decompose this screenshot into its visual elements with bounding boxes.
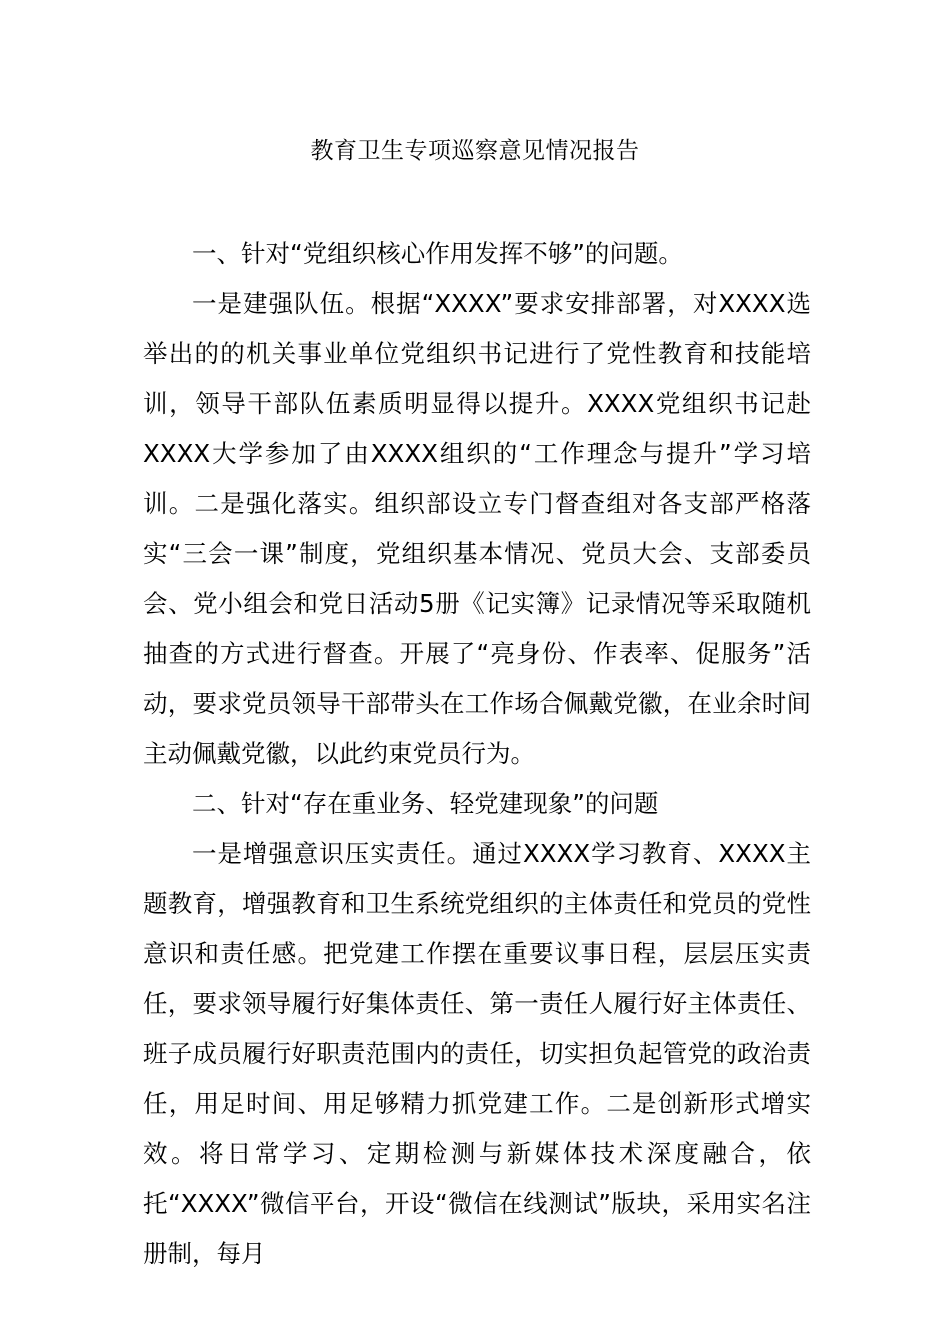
document-title: 教育卫生专项巡察意见情况报告 <box>310 138 640 164</box>
section-heading-1: 一、针对“党组织核心作用发挥不够”的问题。 <box>192 239 683 268</box>
paragraph-responsibility: 一是增强意识压实责任。通过XXXX学习教育、XXXX主题教育，增强教育和卫生系统党组织的主体责任和党员的党性意识和责任感。把党建工作摆在重要议事日程，层层压实责任，要求领导履行好集体责任、第一责任人履行好主体责任、班子成员履行好职责范围内的责任，切实担负起管党的政治责任，用足时间、用足够精力抓党建工作。二是创新形式增实效。将日常学习、定期检测与新媒体技术深度融合，依托“XXXX”微信平台，开设“微信在线测试”版块，采用实名注册制，每月 <box>143 839 811 1268</box>
document-body <box>143 229 811 1279</box>
paragraph-team-building: 一是建强队伍。根据“XXXX”要求安排部署，对XXXX选举出的的机关事业单位党组织书记进行了党性教育和技能培训，领导干部队伍素质明显得以提升。XXXX党组织书记赴XXXX大学参加了由XXXX组织的“工作理念与提升”学习培训。二是强化落实。组织部设立专门督查组对各支部严格落实“三会一课”制度，党组织基本情况、党员大会、支部委员会、党小组会和党日活动5册《记实簿》记录情况等采取随机抽查的方式进行督查。开展了“亮身份、作表率、促服务”活动，要求党员领导干部带头在工作场合佩戴党徽，在业余时间主动佩戴党徽，以此约束党员行为。 <box>143 289 811 768</box>
section-heading-2: 二、针对“存在重业务、轻党建现象”的问题 <box>192 789 659 818</box>
